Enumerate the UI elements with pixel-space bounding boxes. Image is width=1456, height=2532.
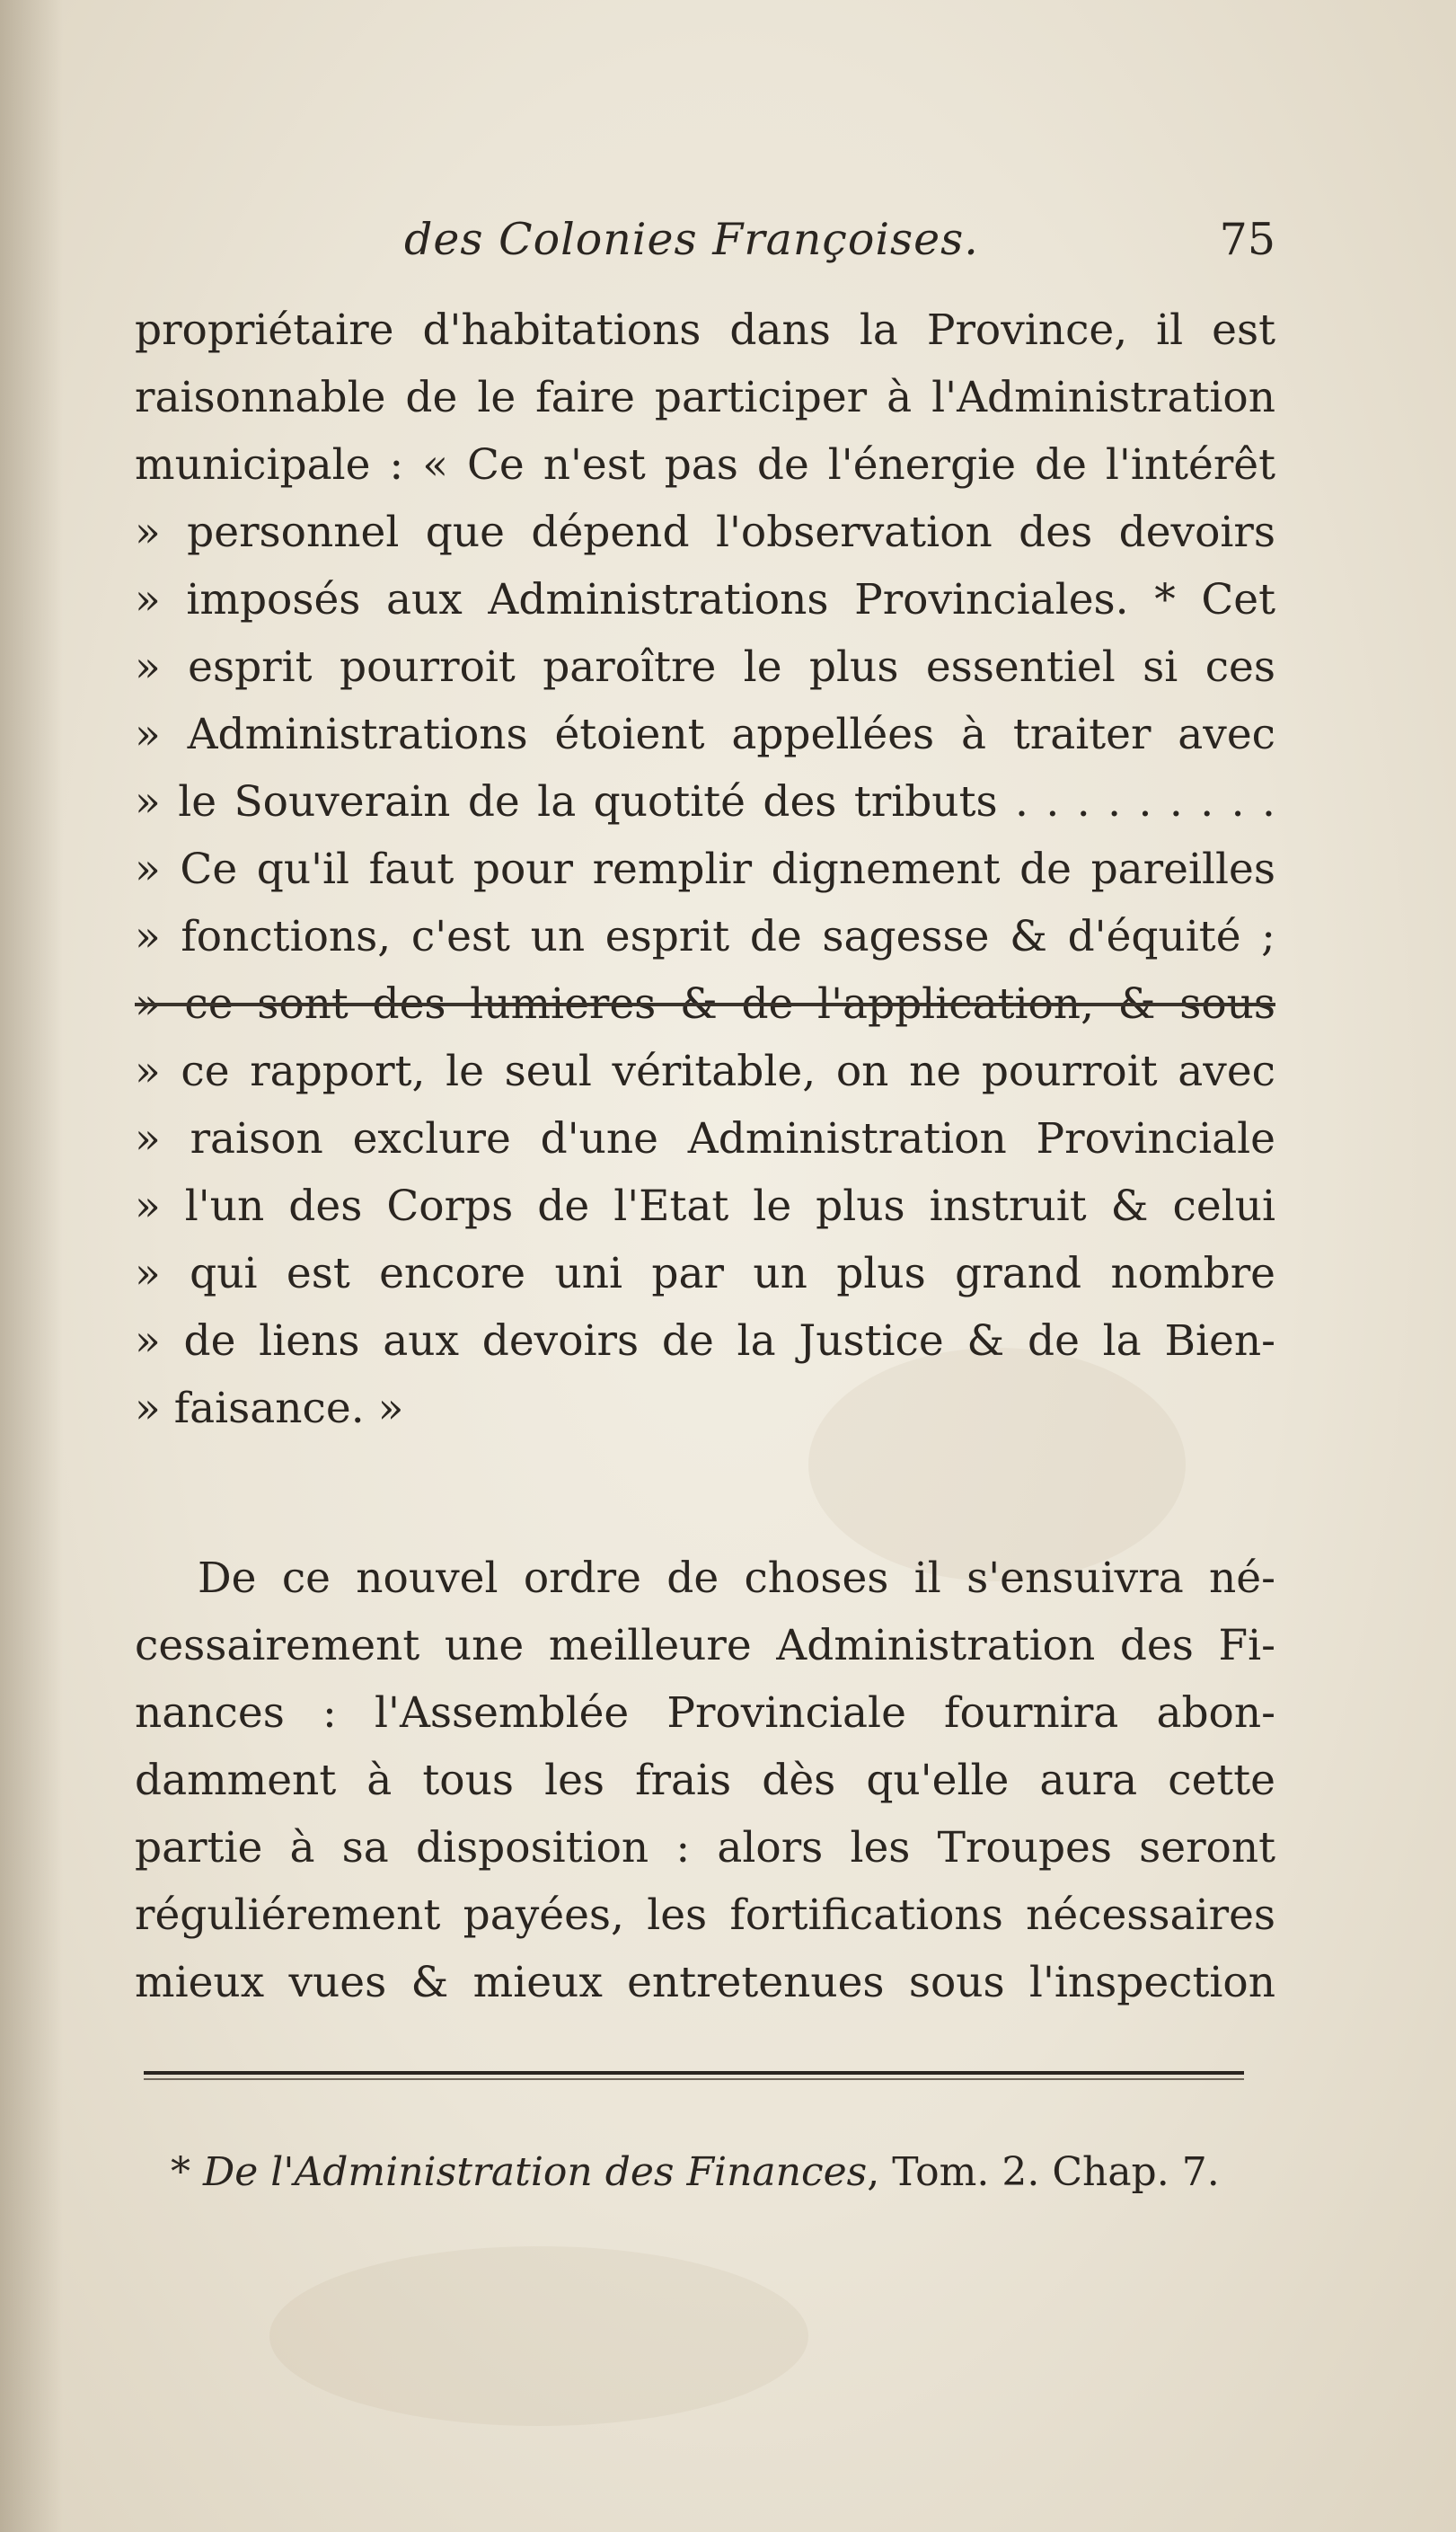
footnote	[171, 2149, 1220, 2195]
footnote-rule-thin	[144, 2078, 1244, 2080]
footnote-rule	[144, 2071, 1244, 2075]
text-line: municipale : « Ce n'est pas de l'énergie de l'intérêt	[135, 440, 1275, 490]
text-line: » fonctions, c'est un esprit de sagesse & d'équité ;	[135, 912, 1275, 961]
text-line: partie à sa disposition : alors les Troupes seront	[135, 1823, 1275, 1872]
footnote-mark: *	[171, 2149, 190, 2195]
text-line: » Administrations étoient appellées à traiter avec	[135, 710, 1275, 759]
text-line: nances : l'Assemblée Provinciale fournira abon-	[135, 1688, 1275, 1738]
text-line: » imposés aux Administrations Provinciales. * Cet	[135, 575, 1275, 624]
text-line: De ce nouvel ordre de choses il s'ensuivra né-	[198, 1554, 1275, 1603]
footnote-title: De l'Administration des Finances	[203, 2149, 868, 2195]
text-line: » esprit pourroit paroître le plus essentiel si ces	[135, 642, 1275, 692]
text-line: mieux vues & mieux entretenues sous l'inspection	[135, 1958, 1275, 2007]
body-text	[135, 297, 1275, 2016]
text-line: » l'un des Corps de l'Etat le plus instruit & celui	[135, 1182, 1275, 1231]
text-line: » Ce qu'il faut pour remplir dignement de pareilles	[135, 845, 1275, 894]
text-line: » ce rapport, le seul véritable, on ne pourroit avec	[135, 1047, 1275, 1096]
text-line: raisonnable de le faire participer à l'Administration	[135, 373, 1275, 422]
text-line: » qui est encore uni par un plus grand nombre	[135, 1249, 1275, 1298]
text-line: » raison exclure d'une Administration Provinciale	[135, 1114, 1275, 1164]
text-line-struck: » ce sont des lumieres & de l'application, & sous	[135, 979, 1275, 1029]
running-title: des Colonies Françoises.	[404, 214, 979, 265]
text-line: » le Souverain de la quotité des tributs . . . . . . . . .	[135, 777, 1275, 827]
running-head	[135, 214, 1275, 295]
text-line: damment à tous les frais dès qu'elle aura cette	[135, 1756, 1275, 1805]
text-line: réguliérement payées, les fortifications nécessaires	[135, 1890, 1275, 1940]
text-line: » de liens aux devoirs de la Justice & de la Bien-	[135, 1316, 1275, 1366]
spine-shadow	[0, 0, 63, 2532]
text-line: cessairement une meilleure Administration des Fi-	[135, 1621, 1275, 1670]
text-line: propriétaire d'habitations dans la Province, il est	[135, 305, 1275, 355]
footnote-reference: , Tom. 2. Chap. 7.	[867, 2149, 1220, 2195]
page-number: 75	[1219, 214, 1275, 265]
text-line: » faisance. »	[135, 1384, 404, 1433]
paper-stain	[269, 2246, 808, 2426]
paragraph-gap	[135, 1442, 1275, 1545]
text-line: » personnel que dépend l'observation des devoirs	[135, 508, 1275, 557]
